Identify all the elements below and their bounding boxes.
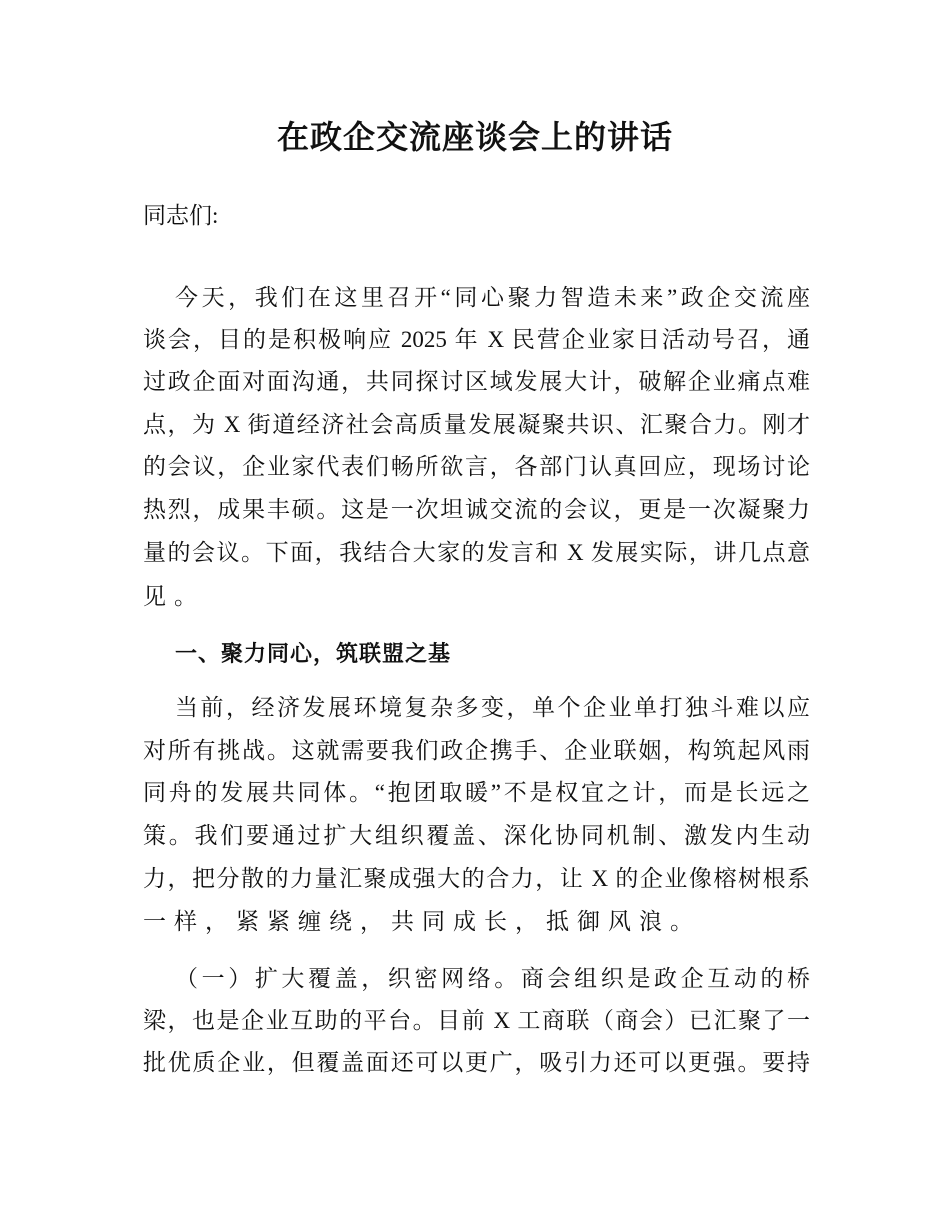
- text-line: 量的会议。下面，我结合大家的发言和 X 发展实际，讲几点意: [143, 540, 810, 565]
- text-line: 批优质企业，但覆盖面还可以更广，吸引力还可以更强。要持: [143, 1050, 810, 1075]
- text-line: 一样，紧紧缠绕，共同成长，抵御风浪。: [143, 909, 701, 934]
- text-line: 同舟的发展共同体。“抱团取暖”不是权宜之计，而是长远之: [143, 780, 810, 805]
- text-line: 过政企面对面沟通，共同探讨区域发展大计，破解企业痛点难: [143, 369, 810, 394]
- text-line: 热烈，成果丰硕。这是一次坦诚交流的会议，更是一次凝聚力: [143, 497, 810, 522]
- text-line: 点，为 X 街道经济社会高质量发展凝聚共识、汇聚合力。刚才: [143, 412, 810, 437]
- text-line: 策。我们要通过扩大组织覆盖、深化协同机制、激发内生动: [143, 823, 810, 848]
- document-title: 在政企交流座谈会上的讲话: [276, 119, 673, 155]
- text-line: （一）扩大覆盖，织密网络。商会组织是政企互动的桥: [175, 966, 810, 991]
- text-line: 对所有挑战。这就需要我们政企携手、企业联姻，构筑起风雨: [143, 738, 810, 763]
- text-line: 的会议，企业家代表们畅所欲言，各部门认真回应，现场讨论: [143, 454, 810, 479]
- section-heading: 一、聚力同心，筑联盟之基: [175, 642, 452, 667]
- salutation: 同志们:: [143, 203, 219, 228]
- text-line: 力，把分散的力量汇聚成强大的合力，让 X 的企业像榕树根系: [143, 866, 810, 891]
- text-line: 梁，也是企业互助的平台。目前 X 工商联（商会）已汇聚了一: [143, 1008, 810, 1033]
- text-line: 当前，经济发展环境复杂多变，单个企业单打独斗难以应: [175, 695, 810, 720]
- text-line: 谈会，目的是积极响应 2025 年 X 民营企业家日活动号召，通: [143, 327, 810, 352]
- text-line: 见。: [143, 584, 205, 609]
- text-line: 今天，我们在这里召开“同心聚力智造未来”政企交流座: [175, 285, 810, 310]
